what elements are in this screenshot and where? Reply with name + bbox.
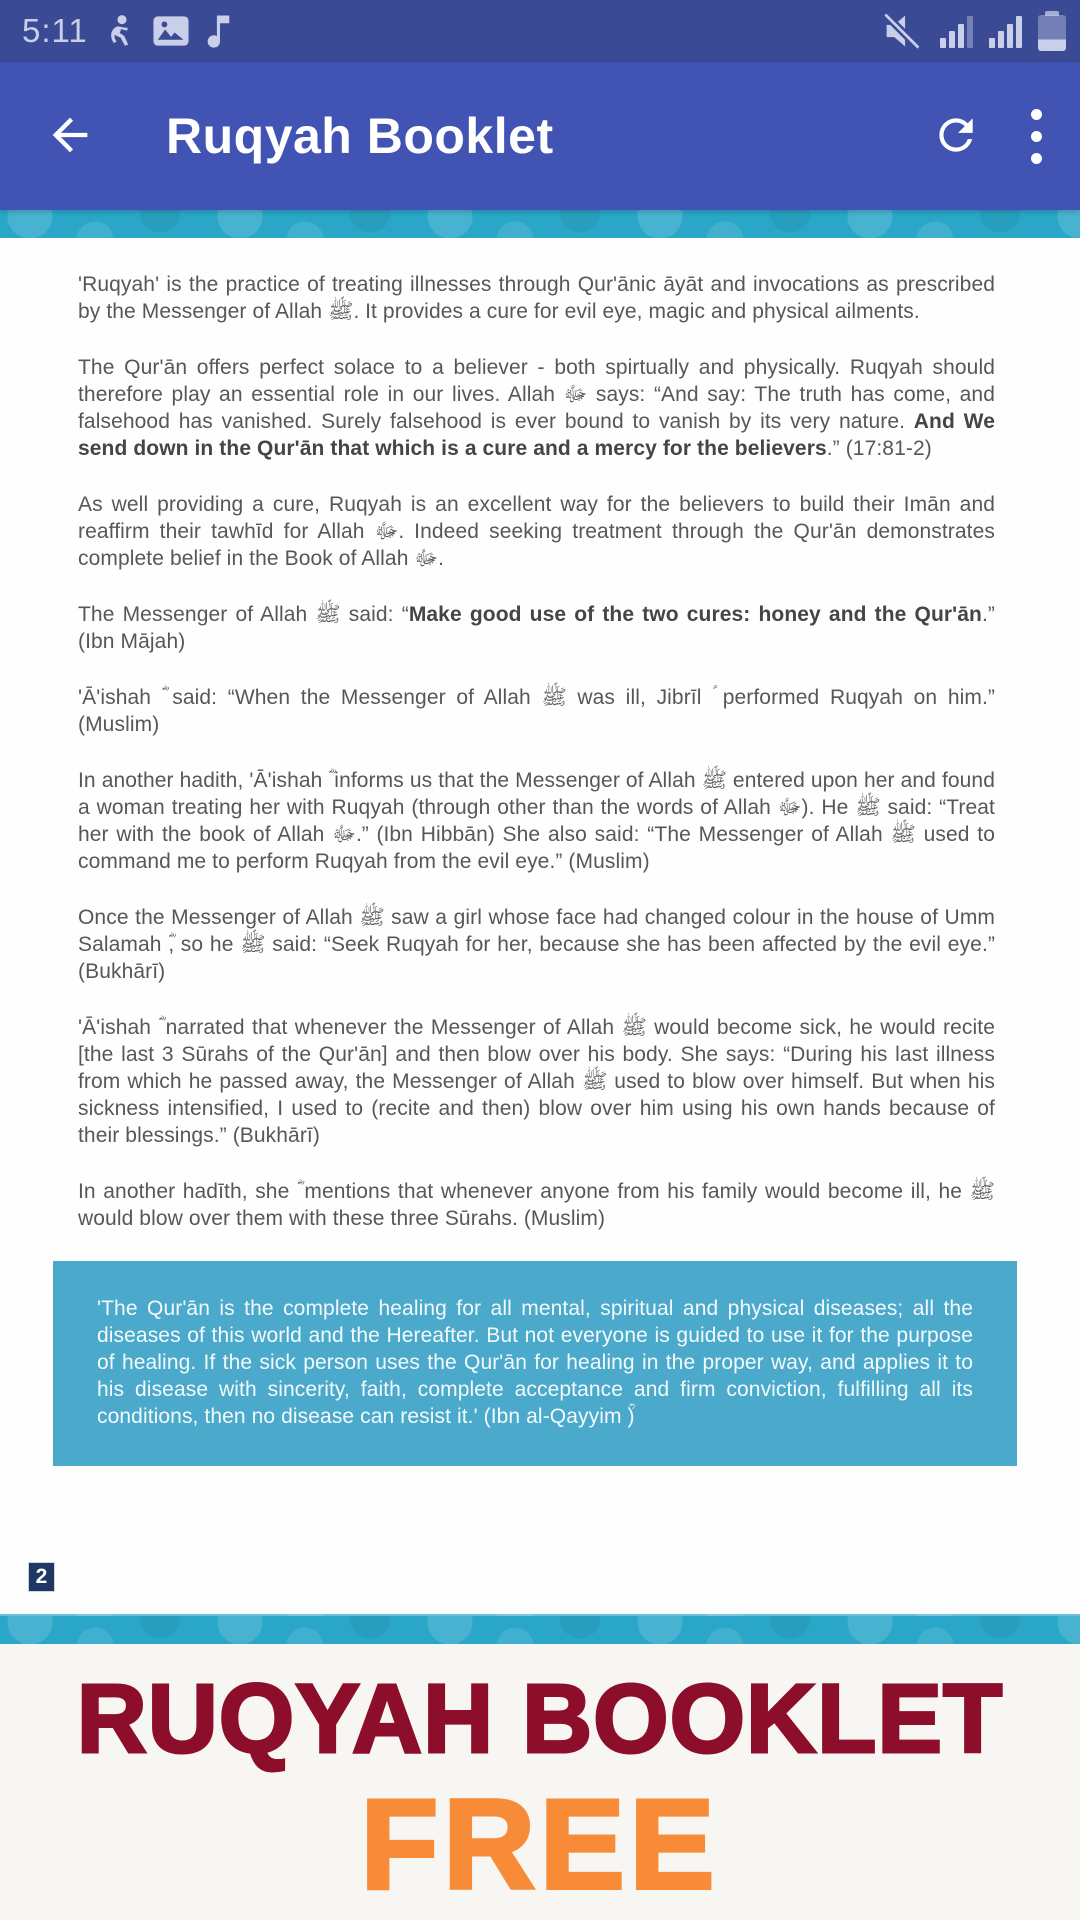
paragraph: 'Ruqyah' is the practice of treating illnesses through Qur'ānic āyāt and invocations as prescribed by the Messenger of Allah ﷺ. It provides a cure for evil eye, magic and physical ailments.	[78, 273, 995, 323]
gallery-icon	[152, 14, 190, 48]
refresh-button[interactable]	[923, 102, 989, 171]
back-arrow-icon	[44, 109, 96, 164]
page-bottom-border	[0, 1614, 1080, 1644]
back-button[interactable]	[36, 101, 104, 172]
app-bar	[0, 62, 1080, 210]
page-top-border	[0, 210, 1080, 238]
clock: 5:11	[22, 12, 88, 49]
mute-icon	[880, 11, 924, 51]
paragraph: The Qur'ān offers perfect solace to a believer - both spirtually and physically. Ruqyah should therefore play an essential role in our lives. Allah ﷻ says: “And say: The truth has come, and falsehood has vanished. Surely falsehood is ever bound to vanish by its very nature. And We send down in the Qur'ān that which is a cure and a mercy for the believers.” (17:81-2)	[78, 356, 995, 460]
status-bar-right	[880, 11, 1066, 51]
overflow-menu-icon	[1031, 109, 1042, 164]
status-bar	[0, 0, 1080, 62]
music-note-icon	[206, 14, 234, 48]
person-icon	[104, 13, 136, 49]
overflow-menu-button[interactable]	[1023, 101, 1050, 172]
refresh-icon	[931, 110, 981, 163]
paragraph: Once the Messenger of Allah ﷺ saw a girl whose face had changed colour in the house of Umm Salamah ؓ, so he ﷺ said: “Seek Ruqyah for her, because she has been affected by the evil eye.” (Bukhārī)	[78, 906, 996, 983]
footer-banner-title: RUQYAH BOOKLET	[76, 1664, 1004, 1773]
quote-box: 'The Qur'ān is the complete healing for all mental, spiritual and physical diseases; all the diseases of this world and the Hereafter. But not everyone is guided to use it for the purpose of healing. If the sick person uses the Qur'ān for healing in the proper way, and applies it to his disease with sincerity, faith, complete acceptance and firm conviction, fulfilling all its conditions, then no disease can resist it.' (Ibn al-Qayyim ؒ)	[53, 1261, 1017, 1466]
footer-banner	[0, 1644, 1080, 1920]
paragraph: The Messenger of Allah ﷺ said: “Make good use of the two cures: honey and the Qur'ān.” (Ibn Mājah)	[78, 603, 995, 653]
paragraph: 'Ā'ishah ؓ narrated that whenever the Messenger of Allah ﷺ would become sick, he would recite [the last 3 Sūrahs of the Qur'ān] and then blow over his body. She says: “During his last illness from which he passed away, the Messenger of Allah ﷺ used to blow over himself. But when his sickness intensified, I used to (recite and then) blow over him using his own hands because of their blessings.” (Bukhārī)	[78, 1016, 995, 1147]
signal-icon	[940, 14, 973, 48]
document-scroll-area[interactable]	[0, 238, 1080, 1614]
signal-icon	[989, 14, 1022, 48]
paragraph: As well providing a cure, Ruqyah is an excellent way for the believers to build their Imān and reaffirm their tawhīd for Allah ﷻ. Indeed seeking treatment through the Qur'ān demonstrates complete belief in the Book of Allah ﷻ.	[78, 493, 995, 570]
page-title: Ruqyah Booklet	[166, 108, 554, 164]
status-bar-left	[22, 12, 234, 50]
paragraph: In another hadith, 'Ā'ishah ؓ informs us that the Messenger of Allah ﷺ entered upon her and found a woman treating her with Ruqyah (through other than the words of Allah ﷻ). He ﷺ said: “Treat her with the book of Allah ﷻ.” (Ibn Hibbān) She also said: “The Messenger of Allah ﷺ used to command me to perform Ruqyah from the evil eye.” (Muslim)	[78, 769, 995, 873]
footer-banner-subtitle: FREE	[360, 1773, 720, 1915]
paragraph: In another hadīth, she ؓ mentions that whenever anyone from his family would become ill, he ﷺ would blow over them with these three Sūrahs. (Muslim)	[78, 1180, 995, 1230]
battery-icon	[1038, 11, 1066, 51]
page-number-badge: 2	[28, 1562, 55, 1592]
paragraph: 'Ā'ishah ؓ said: “When the Messenger of Allah ﷺ was ill, Jibrīl ؑ performed Ruqyah on him.” (Muslim)	[78, 686, 996, 736]
